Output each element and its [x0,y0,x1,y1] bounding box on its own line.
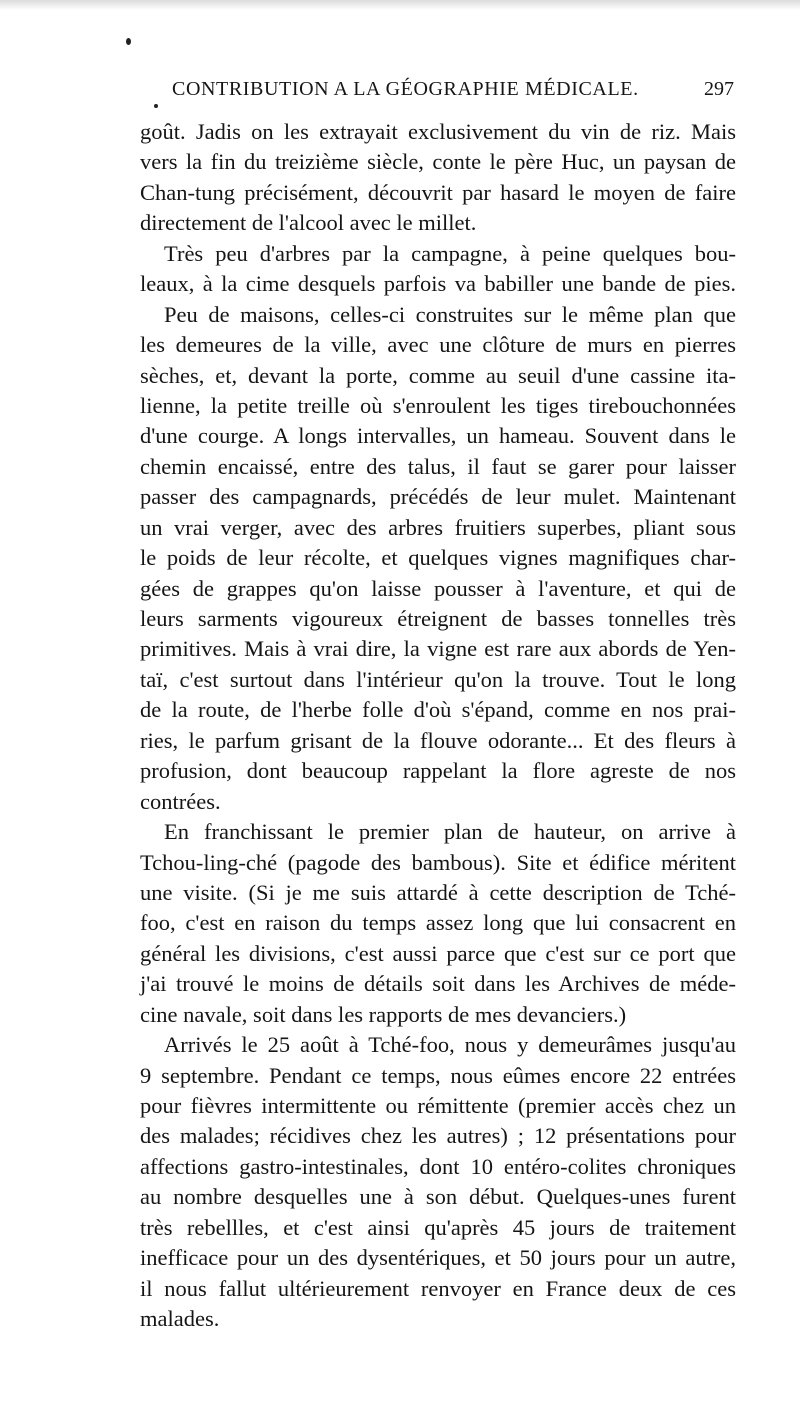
text-line: un vrai verger, avec des arbres fruitiers superbes, pliant sous [140,514,736,540]
scan-speck [126,38,131,45]
text-line: sèches, et, devant la porte, comme au seuil d'une cassine ita- [140,362,736,388]
text-line: une visite. (Si je me suis attardé à cette description de Tché- [140,879,736,905]
text-line: d'une courge. A longs intervalles, un hameau. Souvent dans le [140,423,736,449]
text-line: passer des campagnards, précédés de leur mulet. Maintenant [140,484,736,510]
text-line: Tchou-ling-ché (pagode des bambous). Site et édifice méritent [140,849,736,875]
text-line: contrées. [140,788,221,814]
text-line: Très peu d'arbres par la campagne, à peine quelques bou- [164,240,736,266]
body-text [140,117,736,1335]
text-line: vers la fin du treizième siècle, conte le père Huc, un paysan de [140,149,736,175]
text-line: des malades; récidives chez les autres) ; 12 présentations pour [140,1123,736,1149]
text-line: très rebellles, et c'est ainsi qu'après 45 jours de traitement [140,1214,736,1240]
text-line: affections gastro-intestinales, dont 10 entéro-colites chroniques [140,1153,736,1179]
page-number: 297 [704,78,734,100]
text-line: 9 septembre. Pendant ce temps, nous eûmes encore 22 entrées [140,1062,736,1088]
text-line: inefficace pour un des dysentériques, et 50 jours pour un autre, [140,1245,736,1271]
text-line: pour fièvres intermittente ou rémittente (premier accès chez un [140,1093,736,1118]
text-line: primitives. Mais à vrai dire, la vigne est rare aux abords de Yen- [140,636,736,662]
text-line: taï, c'est surtout dans l'intérieur qu'on la trouve. Tout le long [140,666,736,692]
text-line: les demeures de la ville, avec une clôture de murs en pierres [140,332,736,358]
text-line: leaux, à la cime desquels parfois va babiller une bande de pies. [140,271,736,297]
text-line: profusion, dont beaucoup rappelant la flore agreste de nos [140,758,736,784]
text-line: Arrivés le 25 août à Tché-foo, nous y demeurâmes jusqu'au [164,1032,736,1058]
text-line: goût. Jadis on les extrayait exclusivement du vin de riz. Mais [140,119,736,144]
running-header [140,78,734,106]
text-line: foo, c'est en raison du temps assez long que lui consacrent en [140,910,736,936]
text-line: de la route, de l'herbe folle d'où s'épand, comme en nos prai- [140,697,736,723]
text-line: gées de grappes qu'on laisse pousser à l'aventure, et qui de [140,575,736,601]
running-title: CONTRIBUTION A LA GÉOGRAPHIE MÉDICALE. [172,78,639,100]
text-line: il nous fallut ultérieurement renvoyer en France deux de ces [140,1275,736,1301]
text-line: j'ai trouvé le moins de détails soit dans les Archives de méde- [140,971,736,997]
text-line: général les divisions, c'est aussi parce que c'est sur ce port que [140,940,736,966]
text-line: directement de l'alcool avec le millet. [140,210,477,236]
scan-edge-shadow [0,0,800,10]
text-line: En franchissant le premier plan de hauteur, on arrive à [164,819,736,845]
text-line: le poids de leur récolte, et quelques vignes magnifiques char- [140,545,736,571]
text-line: Chan-tung précisément, découvrit par hasard le moyen de faire [140,179,736,205]
text-line: leurs sarments vigoureux étreignent de basses tonnelles très [140,606,736,631]
text-line: Peu de maisons, celles-ci construites sur le même plan que [164,301,736,327]
text-line: malades. [140,1306,220,1332]
text-line: ries, le parfum grisant de la flouve odorante... Et des fleurs à [140,727,736,753]
text-line: chemin encaissé, entre des talus, il faut se garer pour laisser [140,453,736,479]
text-line: cine navale, soit dans les rapports de mes devanciers.) [140,1001,627,1027]
text-line: au nombre desquelles une à son début. Quelques-unes furent [140,1184,736,1210]
text-line: lienne, la petite treille où s'enroulent les tiges tirebouchonnées [140,392,736,418]
